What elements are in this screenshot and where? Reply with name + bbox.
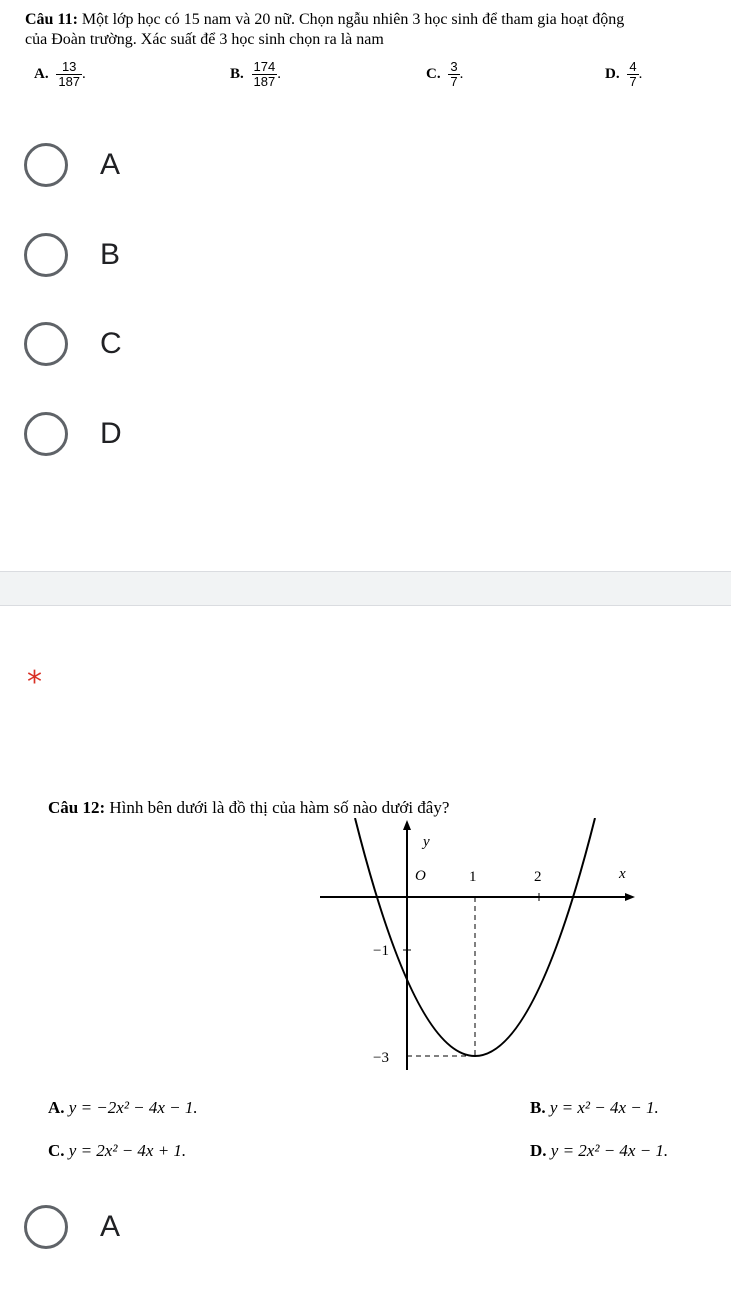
question-11-text xyxy=(25,10,725,50)
radio-button-icon[interactable] xyxy=(24,412,68,456)
q11-answer-d: D. $\frac{4}{7}$ . xyxy=(605,59,643,89)
q11-option-a[interactable] xyxy=(24,143,424,203)
q11-fraction-b: $\frac{174}{187}$ xyxy=(253,59,276,89)
y-tick-label-neg1: −1 xyxy=(373,943,389,959)
q12-formula-b: y = x² − 4x − 1. xyxy=(549,1098,659,1117)
q12-formula-c: y = 2x² − 4x + 1. xyxy=(68,1141,187,1160)
q12-formula-a: y = −2x² − 4x − 1. xyxy=(68,1098,198,1117)
q11-fraction-c: $\frac{3}{7}$ xyxy=(450,59,458,89)
question-11-line1: Một lớp học có 15 nam và 20 nữ. Chọn ngẫu nhiên 3 học sinh để tham gia hoạt động xyxy=(81,11,625,28)
required-star: * xyxy=(27,665,42,700)
option-label: D xyxy=(100,417,122,450)
x-axis-label: x xyxy=(619,866,626,882)
q12-answer-b: B. y = x² − 4x − 1. xyxy=(530,1098,659,1117)
radio-button-icon[interactable] xyxy=(24,322,68,366)
question-12-label: Câu 12: xyxy=(48,798,106,817)
q11-fraction-a: $\frac{13}{187}$ xyxy=(58,59,81,89)
origin-label: O xyxy=(415,868,426,884)
q11-option-b[interactable] xyxy=(24,233,424,293)
q12-answer-d: D. y = 2x² − 4x − 1. xyxy=(530,1141,669,1160)
parabola-graph xyxy=(315,818,645,1078)
y-axis-label: y xyxy=(423,834,430,850)
q11-option-d[interactable] xyxy=(24,412,424,472)
y-axis-arrow-icon xyxy=(403,820,411,830)
q11-answer-c: C. $\frac{3}{7}$ . xyxy=(426,59,464,89)
radio-button-icon[interactable] xyxy=(24,233,68,277)
question-12-body: Hình bên dưới là đồ thị của hàm số nào dưới đây? xyxy=(109,798,450,817)
option-label: A xyxy=(100,148,121,181)
x-tick-label-2: 2 xyxy=(534,869,542,885)
q12-formula-d: y = 2x² − 4x − 1. xyxy=(550,1141,669,1160)
question-12-text xyxy=(48,798,449,818)
q11-fraction-d: $\frac{4}{7}$ xyxy=(629,59,637,89)
x-axis-arrow-icon xyxy=(625,893,635,901)
option-label: C xyxy=(100,327,122,360)
option-label: B xyxy=(100,238,121,271)
q11-answer-b: B. $\frac{174}{187}$ . xyxy=(230,59,281,89)
x-tick-label-1: 1 xyxy=(469,869,477,885)
y-tick-label-neg3: −3 xyxy=(373,1050,389,1066)
option-label: A xyxy=(100,1210,121,1243)
question-11-line2: của Đoàn trường. Xác suất để 3 học sinh chọn ra là nam xyxy=(25,31,384,48)
q12-answer-a: A. y = −2x² − 4x − 1. xyxy=(48,1098,198,1117)
q11-answer-a: A. $\frac{13}{187}$ . xyxy=(34,59,86,89)
section-divider xyxy=(0,571,731,606)
q11-option-c[interactable] xyxy=(24,322,424,382)
radio-button-icon[interactable] xyxy=(24,143,68,187)
q12-option-a[interactable] xyxy=(24,1205,424,1265)
q12-answer-c: C. y = 2x² − 4x + 1. xyxy=(48,1141,187,1160)
radio-button-icon[interactable] xyxy=(24,1205,68,1249)
question-11-label: Câu 11: xyxy=(25,11,78,28)
